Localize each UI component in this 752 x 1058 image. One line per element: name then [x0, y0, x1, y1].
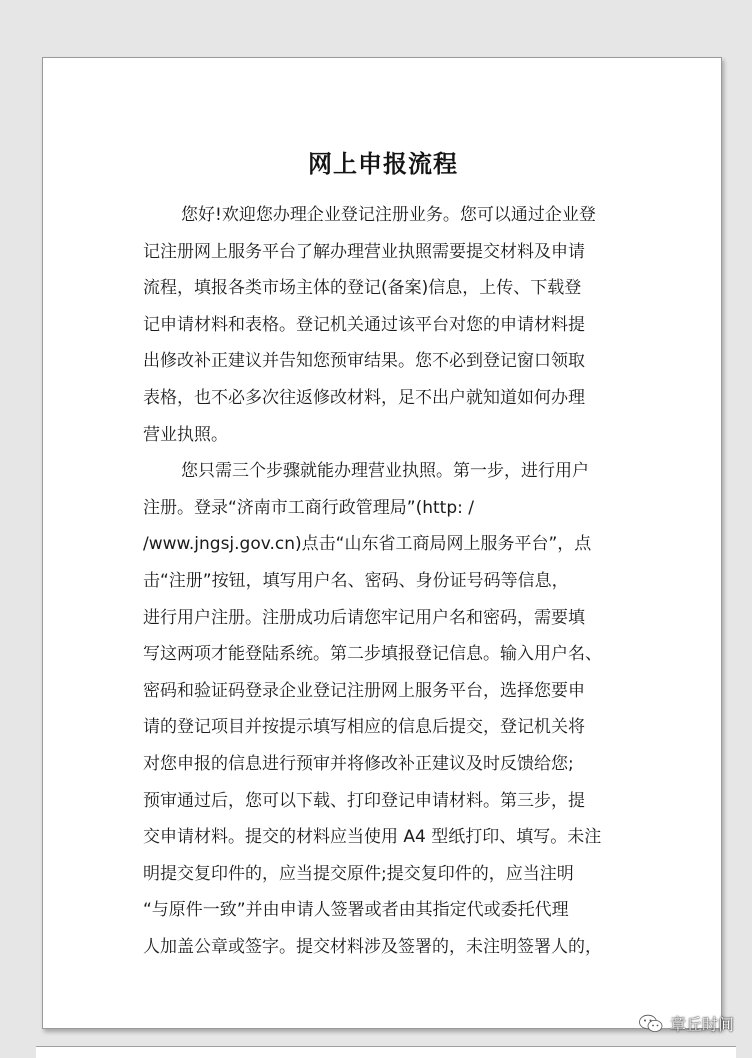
paragraph-2-line-8: 请的登记项目并按提示填写相应的信息后提交，登记机关将: [143, 717, 585, 738]
paragraph-2-line-7: 密码和验证码登录企业登记注册网上服务平台，选择您要申: [143, 680, 585, 701]
paragraph-2-line-2: 注册。登录“济南市工商行政管理局”(http: /: [143, 497, 475, 518]
wechat-icon: [638, 1014, 664, 1034]
paragraph-2-line-4: 击“注册”按钮，填写用户名、密码、身份证号码等信息，: [143, 570, 569, 591]
paragraph-2-line-1: 您只需三个步骤就能办理营业执照。第一步，进行用户: [181, 461, 589, 482]
watermark: [638, 1012, 734, 1035]
paragraph-1-line-7: 营业执照。: [143, 424, 228, 445]
page-title: 网上申报流程: [308, 150, 458, 178]
document-body: [143, 197, 623, 965]
watermark-text: 章丘时间: [669, 1015, 734, 1034]
paragraph-1-line-1: 您好!欢迎您办理企业登记注册业务。您可以通过企业登: [181, 205, 596, 225]
paragraph-1-line-2: 记注册网上服务平台了解办理营业执照需要提交材料及申请: [143, 241, 585, 262]
paragraph-2-line-10: 预审通过后，您可以下载、打印登记申请材料。第三步，提: [143, 790, 585, 811]
paragraph-2-line-11: 交申请材料。提交的材料应当使用 A4 型纸打印、填写。未注: [143, 827, 602, 848]
paragraph-1-line-6: 表格，也不必多次往返修改材料，足不出户就知道如何办理: [143, 387, 585, 408]
paragraph-1-line-3: 流程，填报各类市场主体的登记(备案)信息，上传、下载登: [143, 278, 582, 299]
paragraph-2-line-5: 进行用户注册。注册成功后请您牢记用户名和密码，需要填: [143, 607, 585, 628]
document-page: [42, 57, 722, 1029]
paragraph-2-line-3: /www.jngsj.gov.cn)点击“山东省工商局网上服务平台”，点: [143, 534, 592, 555]
paragraph-2-line-6: 写这两项才能登陆系统。第二步填报登记信息。输入用户名、: [143, 644, 602, 665]
next-page-edge: [36, 1046, 736, 1058]
paragraph-1-line-4: 记申请材料和表格。登记机关通过该平台对您的申请材料提: [143, 314, 585, 335]
paragraph-2-line-13: “与原件一致”并由申请人签署或者由其指定代或委托代理: [143, 900, 569, 921]
paragraph-2-line-9: 对您申报的信息进行预审并将修改补正建议及时反馈给您;: [143, 753, 574, 774]
paragraph-2-line-14: 人加盖公章或签字。提交材料涉及签署的，未注明签署人的，: [143, 936, 602, 957]
paragraph-2-line-12: 明提交复印件的，应当提交原件;提交复印件的，应当注明: [143, 863, 574, 884]
paragraph-1-line-5: 出修改补正建议并告知您预审结果。您不必到登记窗口领取: [143, 351, 585, 372]
